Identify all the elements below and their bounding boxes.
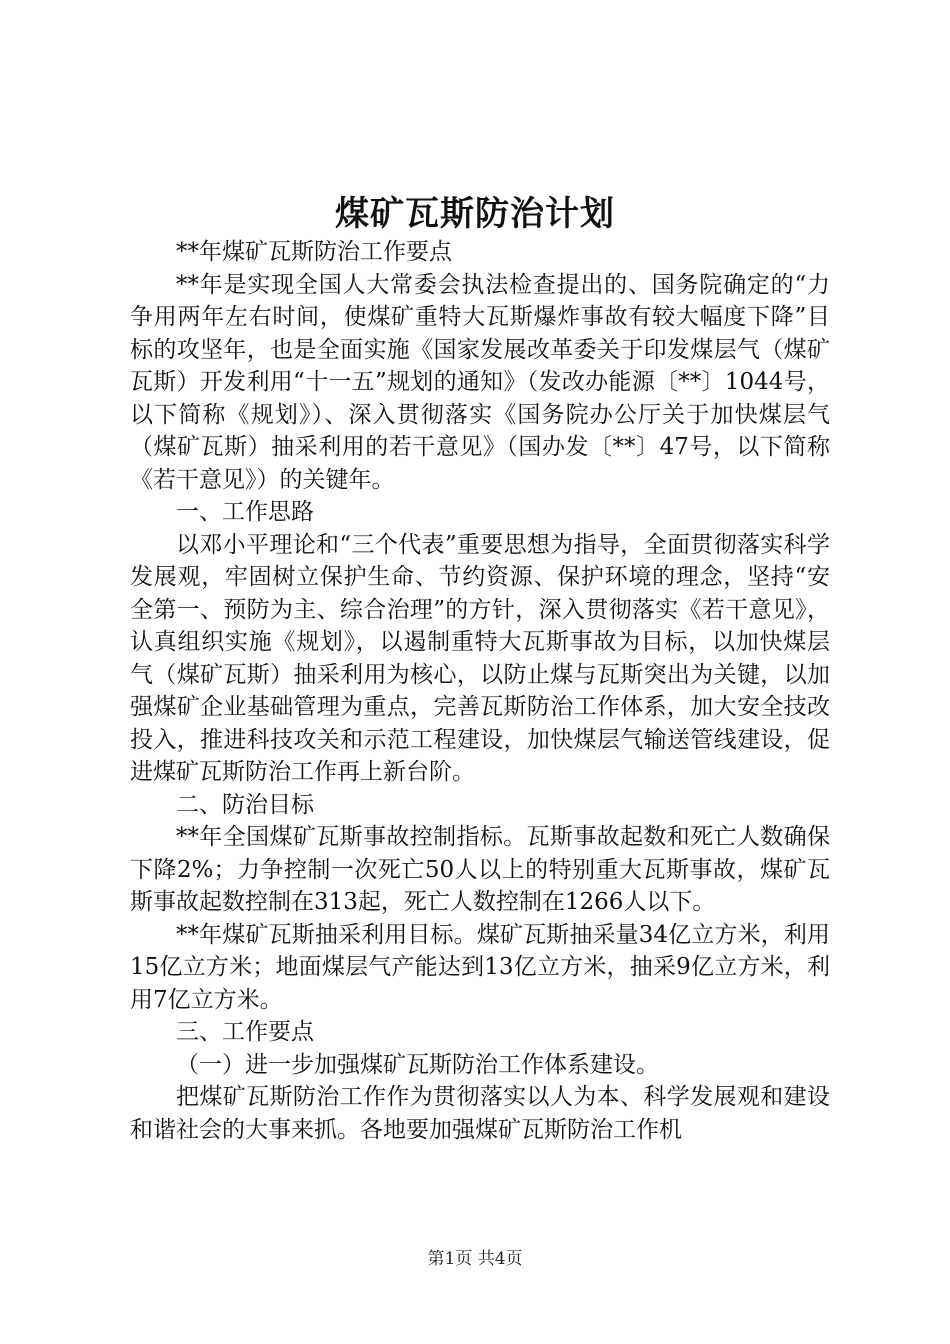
section-heading-1: 一、工作思路	[176, 499, 314, 525]
paragraph-intro: **年是实现全国人大常委会执法检查提出的、国务院确定的“力争用两年左右时间，使煤矿重特大瓦斯爆炸事故有较大幅度下降”目标的攻坚年，也是全面实施《国家发展改革委关于印发煤层气（煤矿瓦斯）开发利用“十一五”规划的通知》（发改办能源〔**〕1044号，以下简称《规划》）、深入贯彻落实《国务院办公厅关于加快煤层气（煤矿瓦斯）抽采利用的若干意见》（国办发〔**〕47号，以下简称《若干意见》）的关键年。	[130, 271, 830, 493]
page-footer: 第1页 共4页	[427, 1249, 523, 1269]
paragraph-subtitle: **年煤矿瓦斯防治工作要点	[176, 239, 452, 265]
section-heading-2: 二、防治目标	[176, 791, 314, 818]
document-title: 煤矿瓦斯防治计划	[335, 194, 615, 234]
paragraph-utilization-target: **年煤矿瓦斯抽采利用目标。煤矿瓦斯抽采量34亿立方米，利用15亿立方米；地面煤层气产能达到13亿立方米，抽采9亿立方米，利用7亿立方米。	[130, 921, 830, 1013]
section-heading-3: 三、工作要点	[176, 1019, 314, 1045]
subsection-heading-1: （一）进一步加强煤矿瓦斯防治工作体系建设。	[176, 1051, 659, 1078]
paragraph-thinking: 以邓小平理论和“三个代表”重要思想为指导，全面贯彻落实科学发展观，牢固树立保护生命、节约资源、保护环境的理念，坚持“安全第一、预防为主、综合治理”的方针，深入贯彻落实《若干意见》，认真组织实施《规划》，以遏制重特大瓦斯事故为目标，以加快煤层气（煤矿瓦斯）抽采利用为核心，以防止煤与瓦斯突出为关键，以加强煤矿企业基础管理为重点，完善瓦斯防治工作体系，加大安全技改投入，推进科技攻关和示范工程建设，加快煤层气输送管线建设，促进煤矿瓦斯防治工作再上新台阶。	[130, 531, 830, 785]
paragraph-accident-target: **年全国煤矿瓦斯事故控制指标。瓦斯事故起数和死亡人数确保下降2%；力争控制一次死亡50人以上的特别重大瓦斯事故，煤矿瓦斯事故起数控制在313起，死亡人数控制在1266人以下。	[130, 824, 830, 915]
paragraph-system-building: 把煤矿瓦斯防治工作作为贯彻落实以人为本、科学发展观和建设和谐社会的大事来抓。各地要加强煤矿瓦斯防治工作机	[130, 1084, 830, 1143]
document-body	[130, 236, 830, 1146]
